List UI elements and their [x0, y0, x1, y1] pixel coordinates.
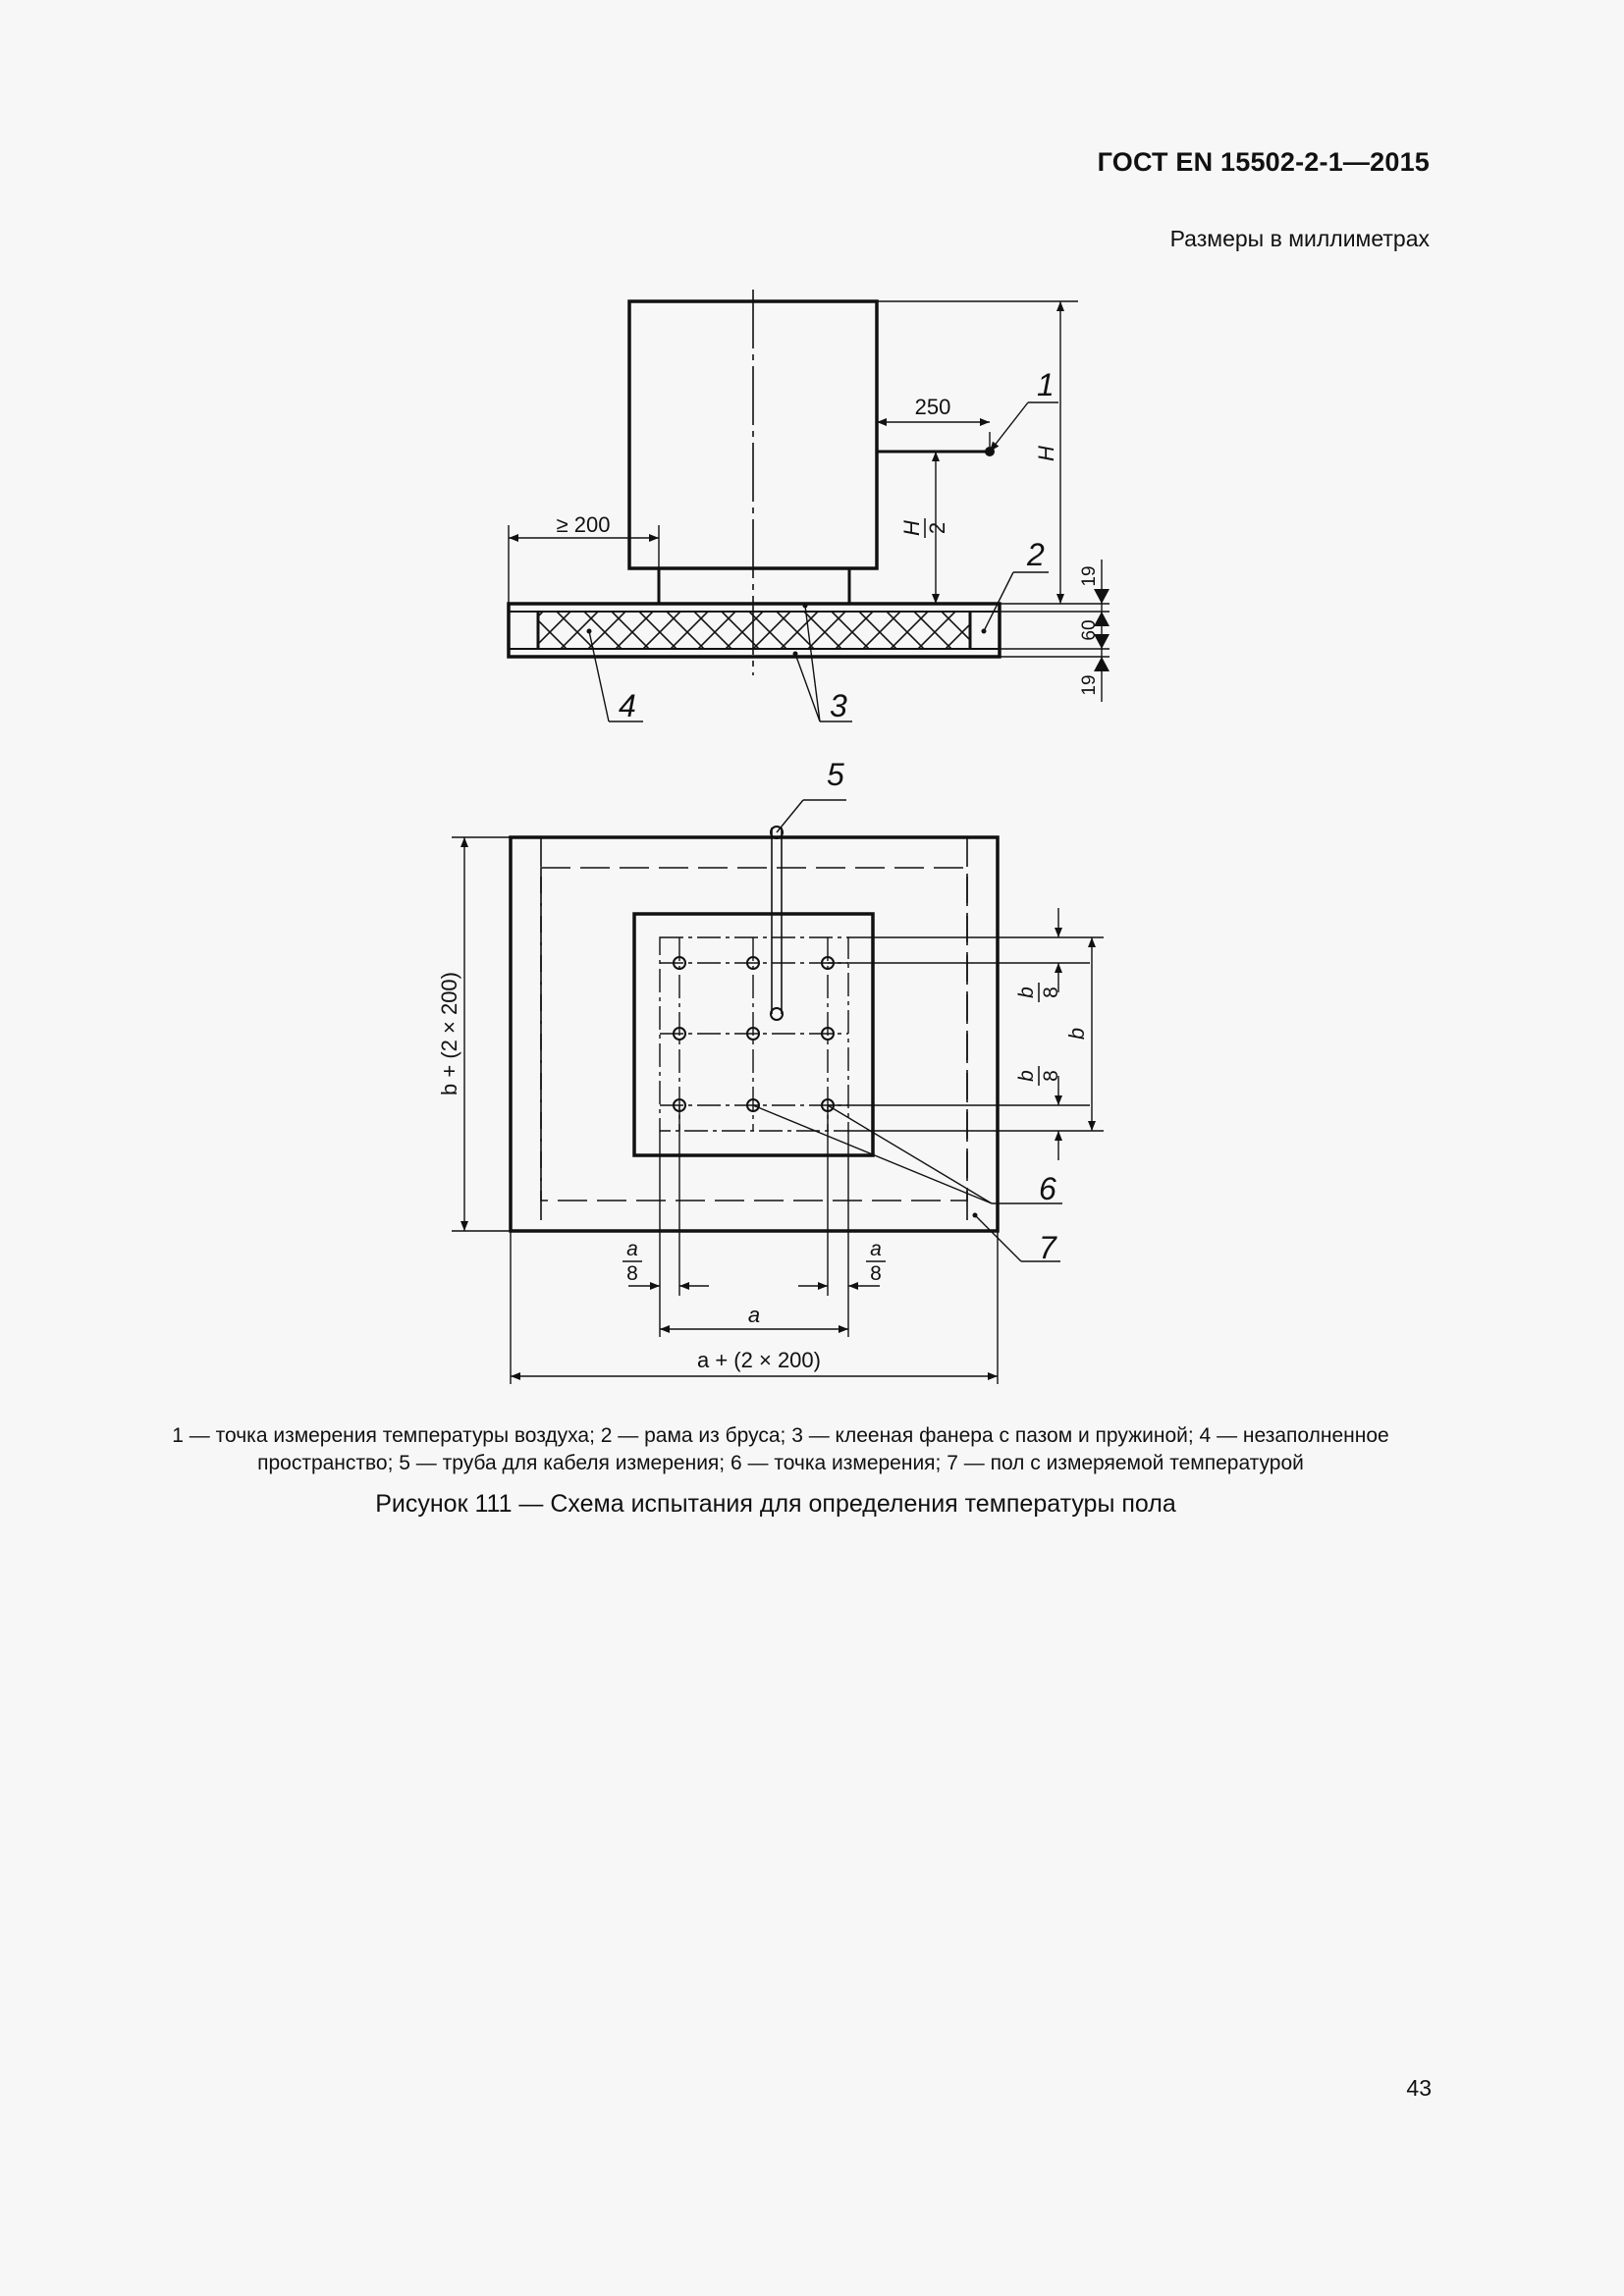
dim-a8-right-num: a	[870, 1238, 882, 1260]
units-note: Размеры в миллиметрах	[1169, 226, 1430, 251]
dim-b8-upper-num: b	[1015, 987, 1038, 998]
dim-60: 60	[1079, 619, 1100, 641]
plan-labels	[437, 757, 1089, 1372]
dim-19-bottom: 19	[1079, 674, 1100, 696]
callout-6: 6	[1039, 1171, 1056, 1206]
dim-a8-left-den: 8	[626, 1262, 638, 1285]
dim-b: b	[1064, 1027, 1089, 1041]
callout-4: 4	[619, 688, 636, 723]
section-view	[509, 290, 1110, 721]
dim-a8-right-den: 8	[870, 1262, 882, 1285]
dim-b-total: b + (2 × 200)	[437, 972, 461, 1095]
legend-line-2: пространство; 5 — труба для кабеля измерения; 6 — точка измерения; 7 — пол с измеряемой температурой	[257, 1452, 1304, 1474]
page-number: 43	[1406, 2075, 1432, 2101]
callout-1: 1	[1037, 367, 1055, 402]
empty-space-hatch	[538, 612, 970, 649]
plan-view	[452, 800, 1104, 1384]
standard-title: ГОСТ EN 15502-2-1—2015	[1097, 147, 1430, 177]
section-labels	[557, 367, 1100, 723]
dim-h2-den: 2	[925, 521, 949, 535]
dim-b8-lower-den: 8	[1040, 1070, 1062, 1082]
callout-5: 5	[827, 757, 844, 792]
dim-19-top: 19	[1079, 565, 1100, 587]
dim-a: a	[747, 1303, 761, 1327]
dim-a-total: a + (2 × 200)	[697, 1348, 821, 1372]
dim-b8-lower-num: b	[1015, 1070, 1038, 1082]
callout-3: 3	[830, 688, 847, 723]
figure-legend	[128, 1422, 1434, 1477]
dim-h: H	[1034, 446, 1058, 461]
dim-h2-num: H	[899, 520, 924, 536]
dim-a8-left-num: a	[626, 1238, 638, 1260]
dim-b8-upper-den: 8	[1040, 987, 1062, 998]
dim-200: ≥ 200	[556, 512, 611, 537]
figure-caption: Рисунок 111 — Схема испытания для определения температуры пола	[375, 1490, 1176, 1518]
dim-250: 250	[914, 395, 951, 419]
appliance-base	[659, 568, 849, 604]
callout-2: 2	[1027, 537, 1045, 572]
callout-7: 7	[1039, 1230, 1056, 1265]
legend-line-1: 1 — точка измерения температуры воздуха; 2 — рама из бруса; 3 — клееная фанера с пазом и пружиной; 4 — незаполненное	[172, 1424, 1389, 1447]
